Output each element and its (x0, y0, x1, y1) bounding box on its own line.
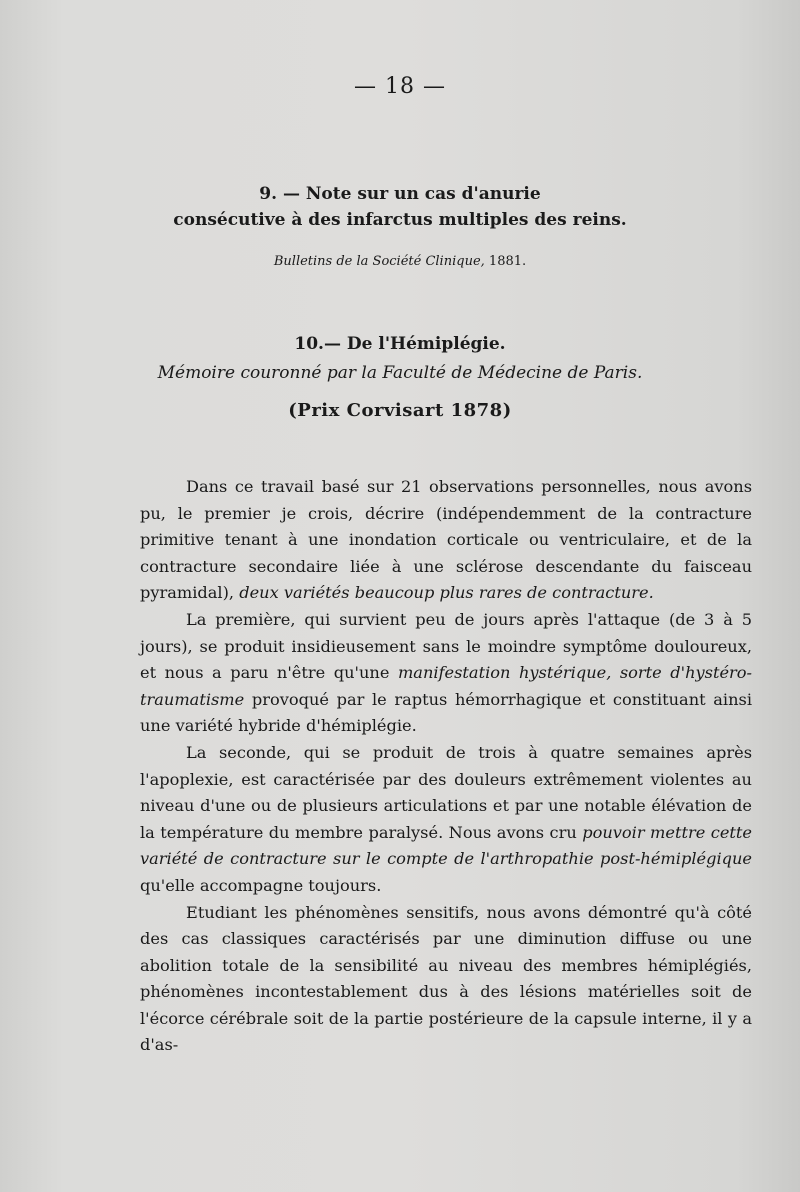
section-10-memoire: Mémoire couronné par la Faculté de Médecine de Paris. (157, 363, 643, 383)
section-10-prix: (Prix Corvisart 1878) (288, 400, 512, 421)
paragraph-2 (140, 607, 752, 740)
paragraph-3-emphasis: pouvoir mettre cette variété de contracture sur le compte de l'arthropathie post-hémiplégique (140, 822, 753, 869)
paragraph-3-text-b: qu'elle accompagne toujours. (140, 875, 382, 895)
source-year: 1881. (488, 254, 527, 269)
paragraph-1 (140, 474, 752, 607)
paragraph-4: Etudiant les phénomènes sensitifs, nous avons démontré qu'à côté des cas classiques caractérisés par une diminution diffuse ou une abolition totale de la sensibilité au niveau des membres hémiplégiés, phénomènes incontestablement dus à des lésions matérielles soit de l'écorce cérébrale soit de la partie postérieure de la capsule interne, il y a d'as- (140, 902, 752, 1055)
paragraph-2-emphasis: manifestation hystérique, sorte d'hystéro-traumatisme (140, 663, 753, 709)
paragraph-2-text-b: provoqué par le raptus hémorrhagique et constituant ainsi une variété hybride d'hémiplégie. (140, 689, 752, 736)
section-10-title: 10.— De l'Hémiplégie. (294, 334, 506, 354)
paragraph-3 (140, 740, 752, 900)
section-9-title-line1: 9. — Note sur un cas d'anurie (259, 184, 541, 204)
page-number: — 18 — (354, 74, 446, 99)
paragraph-2-text-a: La première, qui survient peu de jours après l'attaque (de 3 à 5 jours), se produit insidieusement sans le moindre symptôme douloureux, et nous a paru n'être qu'une (140, 609, 752, 683)
body-text (140, 474, 752, 1059)
section-9-title-line2: consécutive à des infarctus multiples des reins. (173, 210, 627, 230)
source-journal: Bulletins de la Société Clinique, (273, 254, 485, 269)
paragraph-1-emphasis: deux variétés beaucoup plus rares de contracture. (239, 583, 654, 603)
section-9-source (0, 254, 800, 269)
paragraph-1-text: Dans ce travail basé sur 21 observations personnelles, nous avons pu, le premier je crois, décrire (indépendemment de la contracture primitive tenant à une inondation corticale ou ventriculaire, et de la contracture secondaire liée à une sclérose descendante du faisceau pyramidal), (140, 477, 752, 603)
paragraph-3-text-a: La seconde, qui se produit de trois à quatre semaines après l'apoplexie, est caractérisée par des douleurs extrêmement violentes au niveau d'une ou de plusieurs articulations et par une notable élévation de la température du membre paralysé. Nous avons cru (140, 742, 752, 842)
